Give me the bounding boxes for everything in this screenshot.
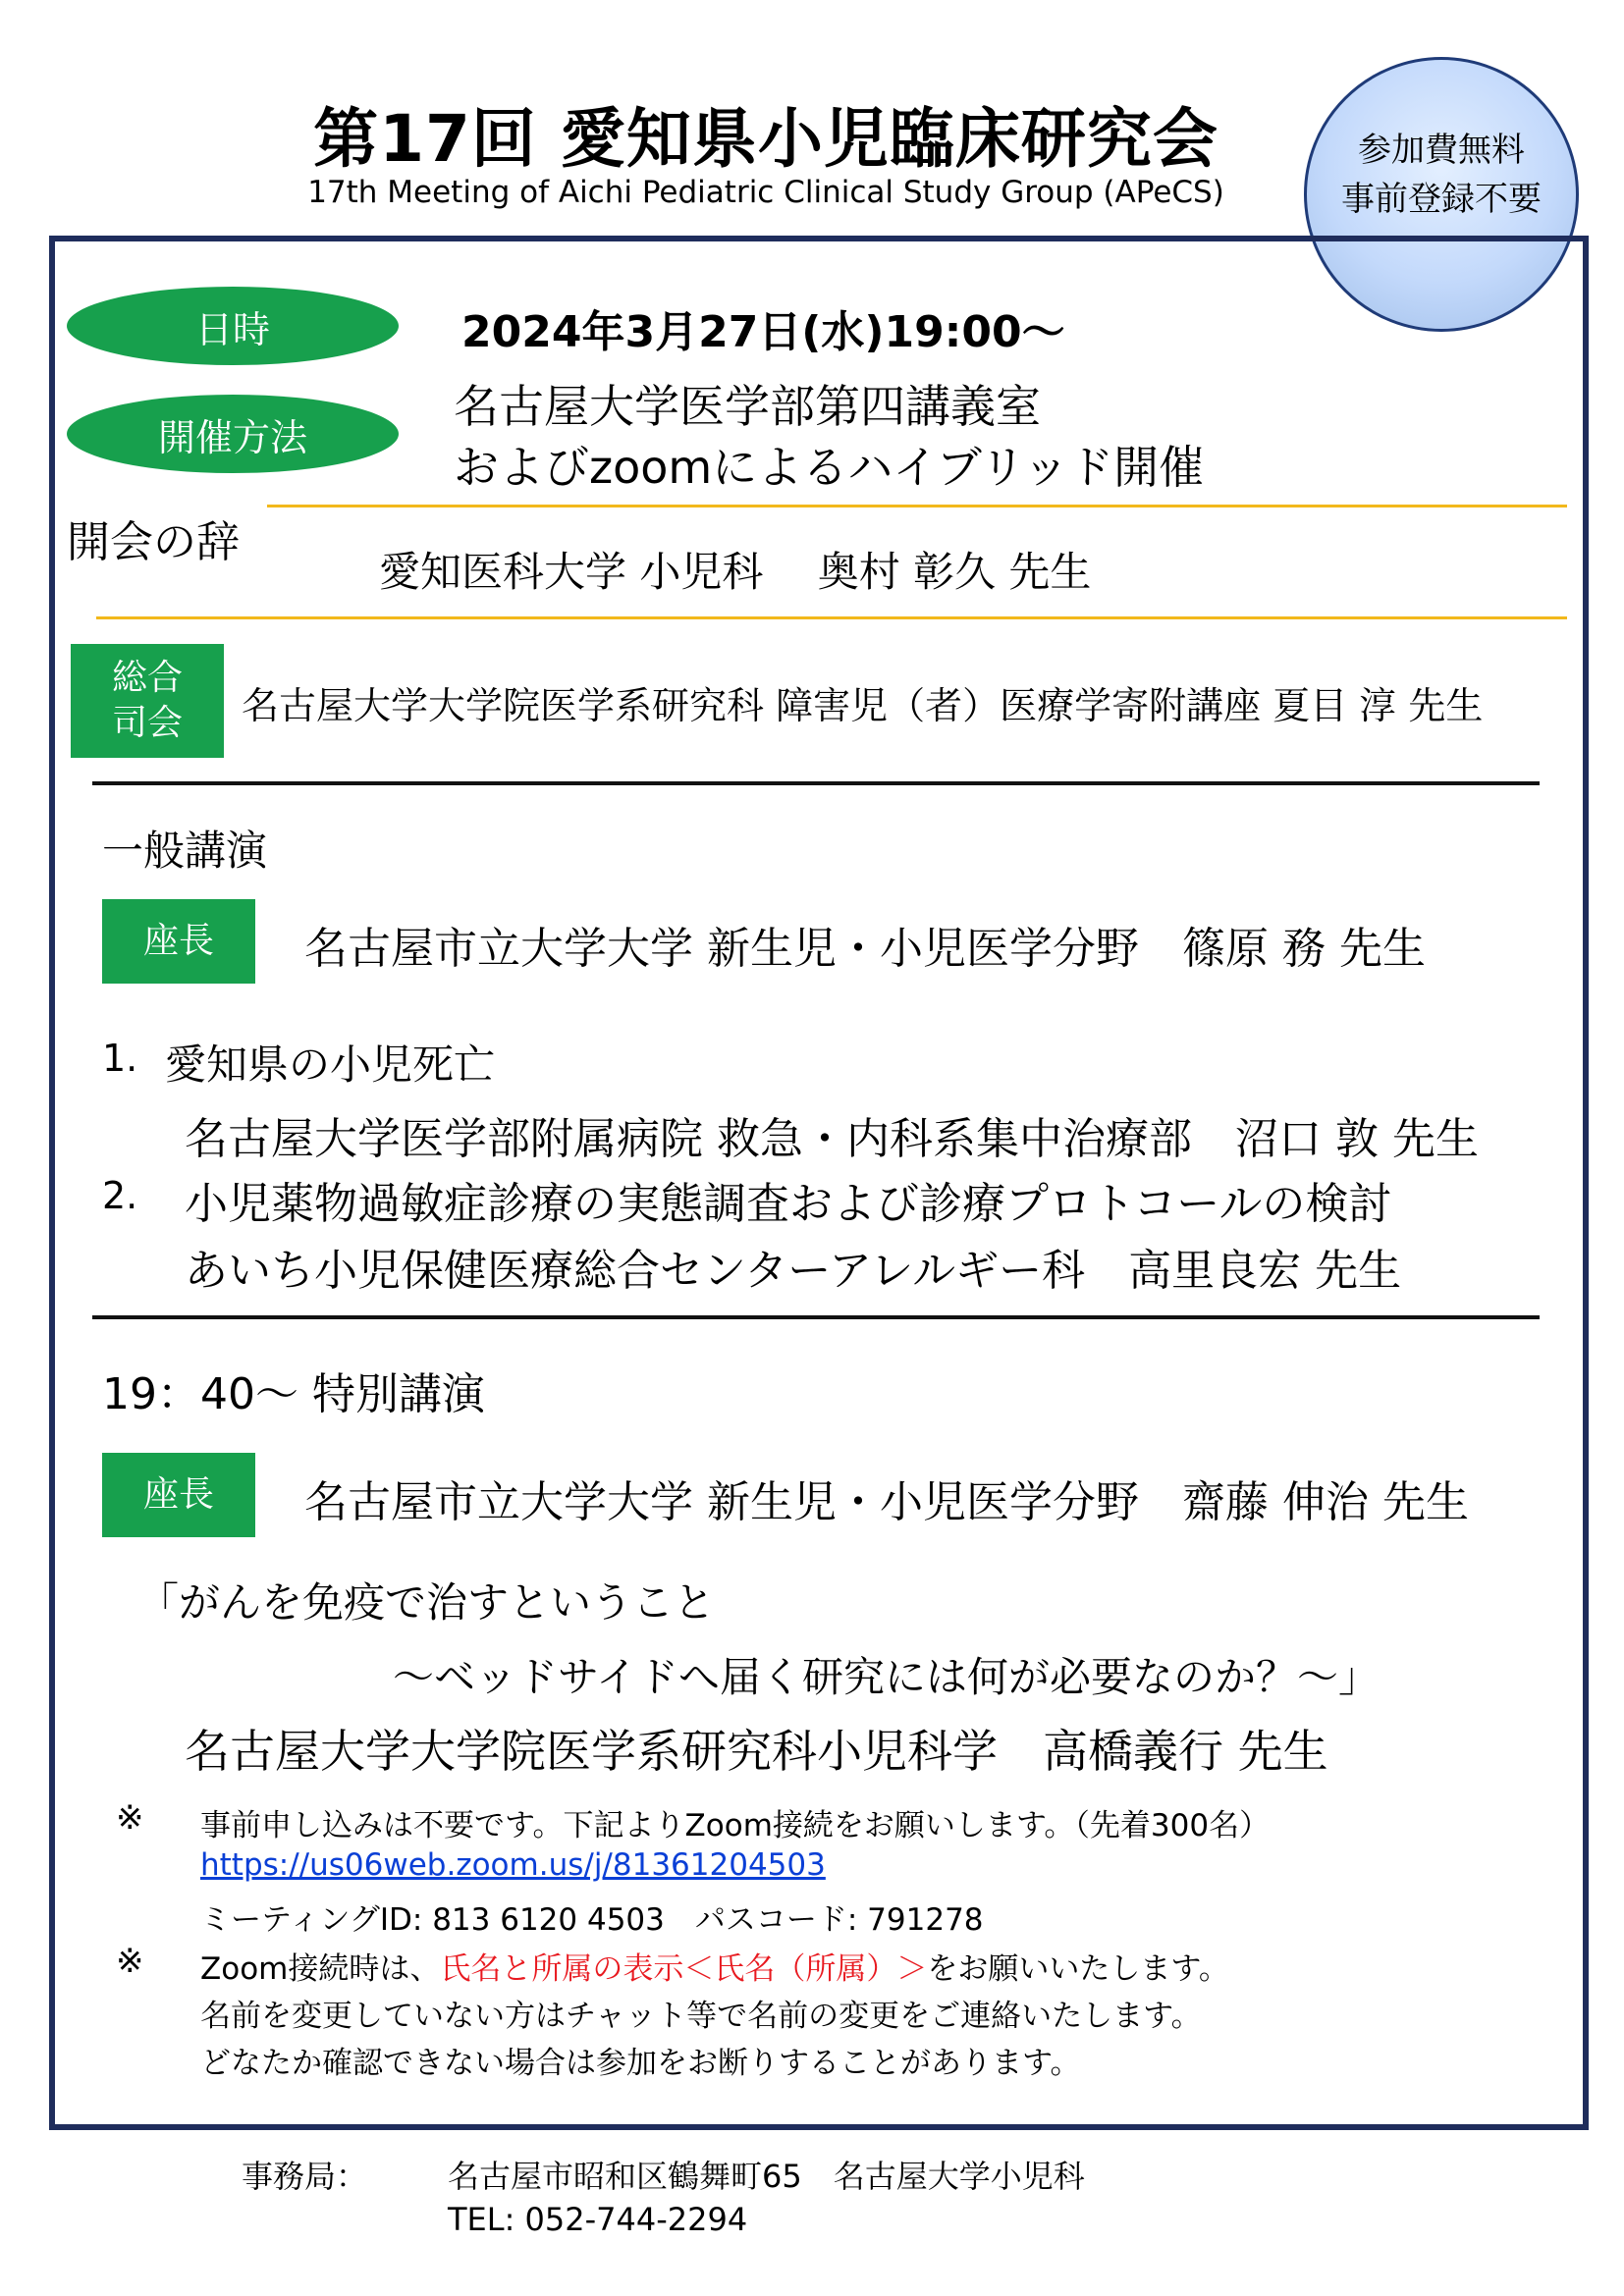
special-chair-box: 座長 bbox=[102, 1453, 255, 1537]
zoom-link[interactable]: https://us06web.zoom.us/j/81361204503 bbox=[200, 1847, 826, 1883]
lecture-2-speaker: あいち小児保健医療総合センターアレルギー科 高里良宏 先生 bbox=[185, 1246, 1402, 1296]
zoom-meeting-info: ミーティングID: 813 6120 4503 パスコード: 791278 bbox=[200, 1902, 984, 1938]
special-lecture-heading: 19：40～ 特別講演 bbox=[102, 1369, 485, 1419]
note-2-text bbox=[200, 1944, 1229, 1988]
note-1-text: 事前申し込みは不要です。下記よりZoom接続をお願いします。（先着300名） bbox=[200, 1808, 1271, 1843]
event-venue: 名古屋大学医学部第四講義室 bbox=[454, 380, 1041, 433]
special-lecture-title-line2: ～ベッドサイドへ届く研究には何が必要なのか？～」 bbox=[393, 1653, 1380, 1701]
note-2-post: をお願いいたします。 bbox=[927, 1951, 1229, 1987]
special-lecture-title-line1: 「がんを免疫で治すということ bbox=[137, 1578, 716, 1627]
footer-tel: TEL: 052-744-2294 bbox=[448, 2201, 748, 2238]
note-2-mark: ※ bbox=[116, 1942, 144, 1981]
divider-gold-top bbox=[267, 505, 1567, 507]
note-1-mark: ※ bbox=[116, 1798, 144, 1838]
lecture-2-title: 小児薬物過敏症診療の実態調査および診療プロトコールの検討 bbox=[185, 1179, 1392, 1229]
opening-speaker: 愛知医科大学 小児科 奥村 彰久 先生 bbox=[379, 548, 1092, 596]
footer-address: 名古屋市昭和区鶴舞町65 名古屋大学小児科 bbox=[448, 2158, 1085, 2195]
lecture-1-number: 1. bbox=[102, 1037, 138, 1080]
note-2-line3: どなたか確認できない場合は参加をお断りすることがあります。 bbox=[200, 2046, 1081, 2081]
note-2-pre: Zoom接続時は、 bbox=[200, 1951, 441, 1987]
general-chair-label-line2: 司会 bbox=[111, 703, 183, 743]
special-session-chair: 名古屋市立大学大学 新生児・小児医学分野 齋藤 伸治 先生 bbox=[304, 1477, 1469, 1527]
general-lectures-heading: 一般講演 bbox=[102, 827, 268, 875]
footer-label: 事務局： bbox=[242, 2158, 368, 2195]
special-lecture-speaker: 名古屋大学大学院医学系研究科小児科学 高橋義行 先生 bbox=[185, 1725, 1328, 1778]
note-2-line2: 名前を変更していない方はチャット等で名前の変更をご連絡いたします。 bbox=[200, 1999, 1202, 2034]
note-2-highlight: 氏名と所属の表示＜氏名（所属）＞ bbox=[440, 1951, 928, 1987]
lecture-1-title: 愛知県の小児死亡 bbox=[165, 1041, 496, 1089]
divider-black-1 bbox=[92, 781, 1540, 785]
opening-label: 開会の辞 bbox=[67, 517, 240, 567]
divider-black-2 bbox=[92, 1315, 1540, 1319]
page-title: 第17回 愛知県小児臨床研究会 bbox=[313, 101, 1218, 177]
general-session-chair: 名古屋市立大学大学 新生児・小児医学分野 篠原 務 先生 bbox=[304, 924, 1426, 974]
page-subtitle: 17th Meeting of Aichi Pediatric Clinical Study Group (APeCS) bbox=[307, 175, 1224, 210]
badge-line-fee: 参加費無料 bbox=[1358, 131, 1525, 170]
general-chair-name: 名古屋大学大学院医学系研究科 障害児（者）医療学寄附講座 夏目 淳 先生 bbox=[242, 684, 1484, 727]
badge-line-registration: 事前登録不要 bbox=[1341, 180, 1542, 219]
lecture-2-number: 2. bbox=[102, 1174, 138, 1217]
general-chair-box: 座長 bbox=[102, 899, 255, 984]
date-label-pill: 日時 bbox=[67, 287, 399, 365]
lecture-1-speaker: 名古屋大学医学部附属病院 救急・内科系集中治療部 沼口 敦 先生 bbox=[185, 1114, 1479, 1164]
general-chair-label bbox=[71, 644, 224, 758]
general-chair-label-line1: 総合 bbox=[111, 658, 183, 698]
event-format: およびzoomによるハイブリッド開催 bbox=[454, 441, 1205, 494]
divider-gold-bottom bbox=[96, 616, 1567, 619]
event-date: 2024年3月27日(水)19:00～ bbox=[461, 307, 1065, 357]
method-label-pill: 開催方法 bbox=[67, 395, 399, 473]
